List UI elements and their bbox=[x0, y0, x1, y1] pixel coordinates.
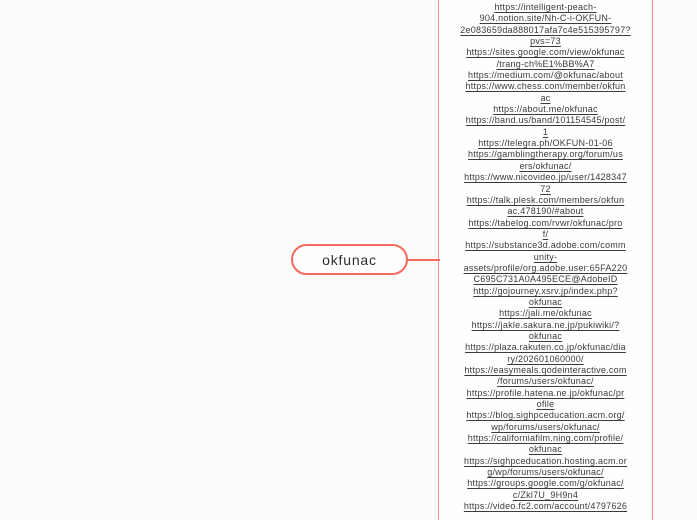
url-link-line: https://gamblingtherapy.org/forum/us bbox=[468, 149, 623, 160]
url-link-line: 1 bbox=[542, 126, 549, 137]
url-link-line: https://talk.plesk.com/members/okfun bbox=[466, 194, 625, 205]
node-okfunac[interactable] bbox=[291, 244, 408, 275]
url-link-line: ac bbox=[540, 92, 551, 103]
url-link[interactable] bbox=[452, 81, 639, 104]
url-link[interactable] bbox=[452, 47, 639, 70]
url-link-line: http://gojourney.xsrv.jp/index.php? bbox=[473, 285, 618, 296]
url-link-line: C695C731A0A495ECE@AdobeID bbox=[473, 274, 618, 285]
url-link-line: https://about.me/okfunac bbox=[493, 104, 598, 115]
url-link[interactable] bbox=[452, 456, 639, 479]
url-link-line: https://sighpceducation.hosting.acm.or bbox=[463, 455, 628, 466]
url-link-line: ofile bbox=[536, 399, 555, 410]
url-link-line: 72 bbox=[540, 183, 551, 194]
url-link[interactable] bbox=[452, 70, 639, 81]
url-link-line: c/Zkl7U_9H9n4 bbox=[512, 489, 579, 500]
url-link-line: https://tabelog.com/rvwr/okfunac/pro bbox=[468, 217, 623, 228]
url-link-line: ers/okfunac/ bbox=[519, 160, 572, 171]
url-link[interactable] bbox=[452, 478, 639, 501]
url-link-line: 2e083659da888017afa7c4e515395797? bbox=[460, 24, 631, 35]
url-list bbox=[452, 2, 639, 512]
url-link-line: assets/profile/org.adobe.user:65FA220 bbox=[463, 262, 628, 273]
url-link[interactable] bbox=[452, 104, 639, 115]
url-link-line: pvs=73 bbox=[530, 36, 561, 47]
url-link-line: https://blog.sighpceducation.acm.org/ bbox=[466, 410, 625, 421]
node-okfunac-label: okfunac bbox=[322, 251, 377, 268]
url-link-line: https://band.us/band/101154545/post/ bbox=[465, 115, 626, 126]
url-link-line: g/wp/forums/users/okfunac/ bbox=[487, 467, 604, 478]
url-link-line: okfunac bbox=[528, 296, 563, 307]
url-link[interactable] bbox=[452, 195, 639, 218]
url-link-line: https://jakle.sakura.ne.jp/pukiwiki/? bbox=[471, 319, 620, 330]
url-link-line: https://intelligent-peach- bbox=[494, 2, 597, 12]
url-link-line: https://plaza.rakuten.co.jp/okfunac/dia bbox=[465, 342, 626, 353]
url-link-line: https://sites.google.com/view/okfunac bbox=[466, 47, 625, 58]
url-link[interactable] bbox=[452, 218, 639, 241]
url-link-line: /trang-ch%E1%BB%A7 bbox=[496, 58, 595, 69]
url-link[interactable] bbox=[452, 2, 639, 47]
url-link[interactable] bbox=[452, 115, 639, 138]
url-link[interactable] bbox=[452, 433, 639, 456]
url-link-line: ry/202601060000/ bbox=[507, 353, 584, 364]
url-link[interactable] bbox=[452, 501, 639, 512]
url-link-line: ac.478190/#about bbox=[507, 206, 584, 217]
url-link[interactable] bbox=[452, 138, 639, 149]
url-link-line: https://californiafilm.ning.com/profile/ bbox=[467, 433, 624, 444]
url-link-line: https://www.nicovideo.jp/user/1428347 bbox=[464, 172, 627, 183]
url-link[interactable] bbox=[452, 149, 639, 172]
branch-connector-line[interactable] bbox=[405, 259, 440, 261]
url-link-line: https://medium.com/@okfunac/about bbox=[468, 70, 623, 81]
url-link[interactable] bbox=[452, 240, 639, 285]
url-link-line: https://substance3d.adobe.com/comm bbox=[465, 240, 626, 251]
url-link[interactable] bbox=[452, 320, 639, 343]
url-link-line: https://groups.google.com/g/okfunac/ bbox=[467, 478, 624, 489]
url-link-line: unity- bbox=[533, 251, 558, 262]
url-link[interactable] bbox=[452, 410, 639, 433]
url-link[interactable] bbox=[452, 388, 639, 411]
url-link-line: https://telegra.ph/OKFUN-01-06 bbox=[478, 138, 613, 149]
url-list-node[interactable] bbox=[438, 0, 653, 520]
url-link-line: /forums/users/okfunac/ bbox=[497, 376, 594, 387]
url-link-line: https://jali.me/okfunac bbox=[499, 308, 592, 319]
url-link[interactable] bbox=[452, 286, 639, 309]
url-link[interactable] bbox=[452, 308, 639, 319]
url-link-line: https://www.chess.com/member/okfun bbox=[465, 81, 626, 92]
url-link-line: https://easymeals.qodeinteractive.com bbox=[464, 365, 627, 375]
url-link[interactable] bbox=[452, 365, 639, 388]
url-link-line: https://video.fc2.com/account/4797626 bbox=[463, 501, 628, 512]
url-link-line: okfunac bbox=[528, 330, 563, 341]
url-link[interactable] bbox=[452, 172, 639, 195]
url-link-line: https://profile.hatena.ne.jp/okfunac/pr bbox=[466, 387, 625, 398]
url-link-line: okfunac bbox=[528, 444, 563, 455]
url-link[interactable] bbox=[452, 342, 639, 365]
url-link-line: f/ bbox=[542, 228, 549, 239]
url-link-line: wp/forums/users/okfunac/ bbox=[491, 421, 600, 432]
url-link-line: 904.notion.site/Nh-C-i-OKFUN- bbox=[479, 13, 612, 24]
